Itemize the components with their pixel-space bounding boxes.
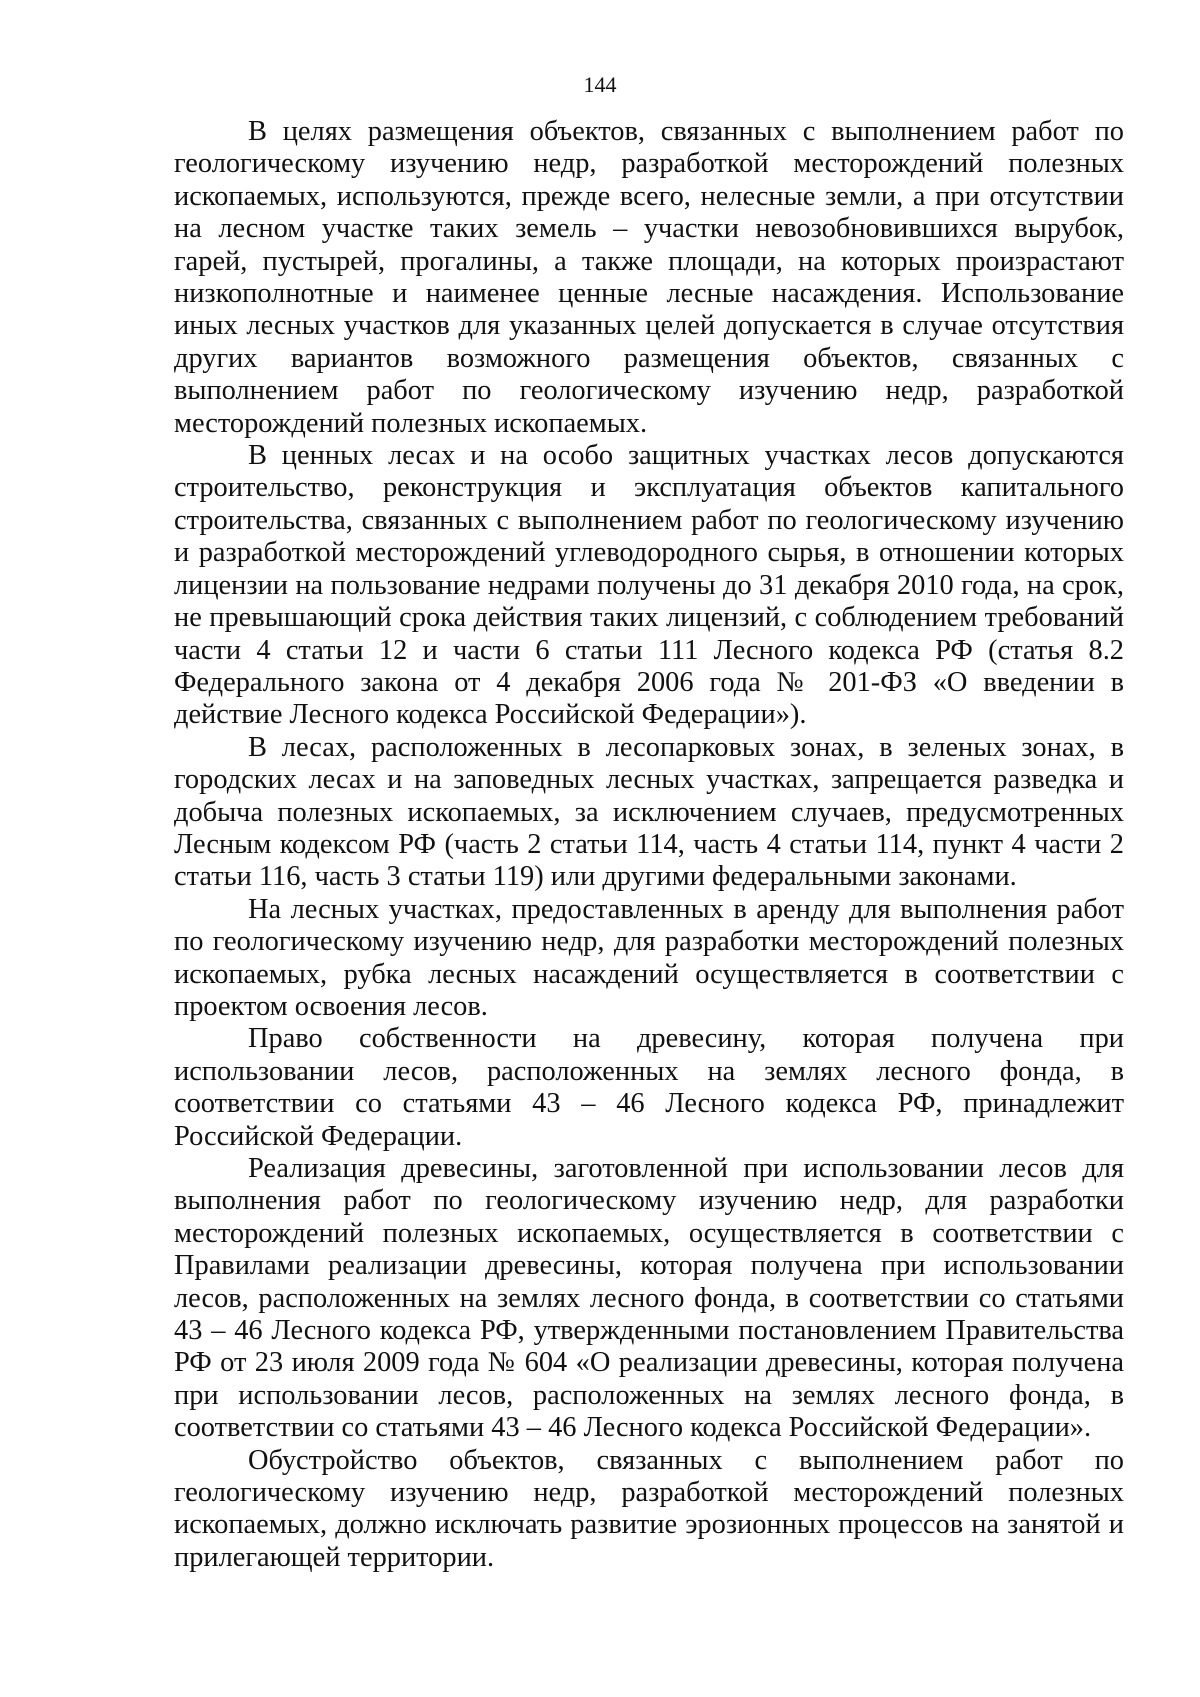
page-number: 144 [583, 72, 617, 97]
paragraph-forest-park-zones: В лесах, расположенных в лесопарковых зонах, в зеленых зонах, в городских лесах и на заповедных лесных участках, запрещается разведка и добыча полезных ископаемых, за исключением случаев, предусмотренных Лесным кодексом РФ (часть 2 статьи 114, часть 4 статьи 114, пункт 4 части 2 статьи 116, часть 3 статьи 119) или другими федеральными законами. [174, 731, 1124, 893]
paragraph-timber-sale: Реализация древесины, заготовленной при использовании лесов для выполнения работ по геологическому изучению недр, для разработки месторождений полезных ископаемых, осуществляется в соответствии с Правилами реализации древесины, которая получена при использовании лесов, расположенных на землях лесного фонда, в соответствии со статьями 43 – 46 Лесного кодекса РФ, утвержденными постановлением Правительства РФ от 23 июля 2009 года № 604 «О реализации древесины, которая получена при использовании лесов, расположенных на землях лесного фонда, в соответствии со статьями 43 – 46 Лесного кодекса Российской Федерации». [174, 1153, 1124, 1444]
document-body [174, 116, 1124, 1574]
paragraph-valuable-forests: В ценных лесах и на особо защитных участках лесов допускаются строительство, реконструкция и эксплуатация объектов капитального строительства, связанных с выполнением работ по геологическому изучению и разработкой месторождений углеводородного сырья, в отношении которых лицензии на пользование недрами получены до 31 декабря 2010 года, на срок, не превышающий срока действия таких лицензий, с соблюдением требований части 4 статьи 12 и части 6 статьи 111 Лесного кодекса РФ (статья 8.2 Федерального закона от 4 декабря 2006 года № 201-ФЗ «О введении в действие Лесного кодекса Российской Федерации»). [174, 440, 1124, 731]
paragraph-erosion-prevention: Обустройство объектов, связанных с выполнением работ по геологическому изучению недр, разработкой месторождений полезных ископаемых, должно исключать развитие эрозионных процессов на занятой и прилегающей территории. [174, 1444, 1124, 1573]
paragraph-timber-ownership: Право собственности на древесину, которая получена при использовании лесов, расположенных на землях лесного фонда, в соответствии со статьями 43 – 46 Лесного кодекса РФ, принадлежит Российской Федерации. [174, 1023, 1124, 1152]
paragraph-leased-plots: На лесных участках, предоставленных в аренду для выполнения работ по геологическому изучению недр, для разработки месторождений полезных ископаемых, рубка лесных насаждений осуществляется в соответствии с проектом освоения лесов. [174, 893, 1124, 1022]
paragraph-object-placement: В целях размещения объектов, связанных с выполнением работ по геологическому изучению недр, разработкой месторождений полезных ископаемых, используются, прежде всего, нелесные земли, а при отсутствии на лесном участке таких земель – участки невозобновившихся вырубок, гарей, пустырей, прогалины, а также площади, на которых произрастают низкополнотные и наименее ценные лесные насаждения. Использование иных лесных участков для указанных целей допускается в случае отсутствия других вариантов возможного размещения объектов, связанных с выполнением работ по геологическому изучению недр, разработкой месторождений полезных ископаемых. [174, 116, 1124, 439]
